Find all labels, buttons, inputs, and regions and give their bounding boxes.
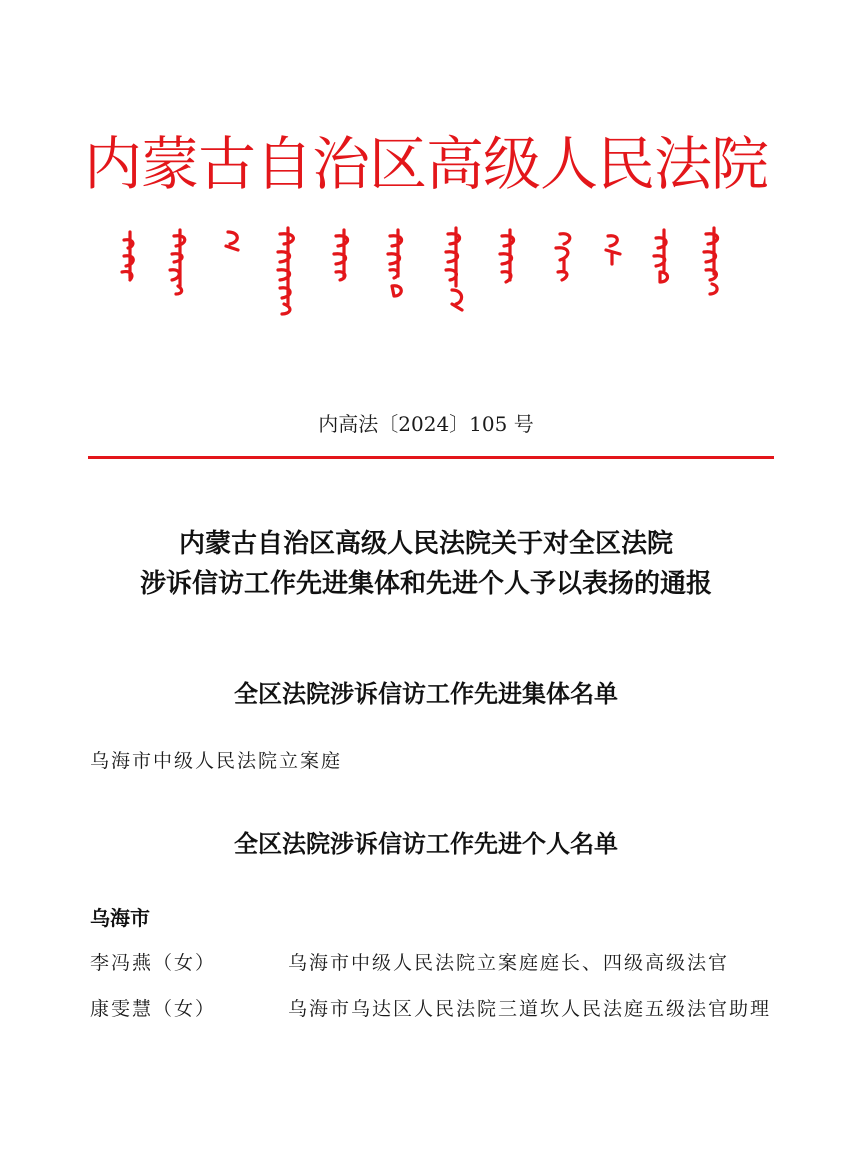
collective-list-title: 全区法院涉诉信访工作先进集体名单 bbox=[234, 680, 618, 708]
document-heading bbox=[0, 524, 852, 604]
person-name: 李冯燕（女） bbox=[90, 952, 217, 974]
document-heading-line-2: 涉诉信访工作先进集体和先进个人予以表扬的通报 bbox=[139, 569, 712, 599]
individual-list-title: 全区法院涉诉信访工作先进个人名单 bbox=[234, 830, 618, 858]
person-title: 乌海市中级人民法院立案庭庭长、四级高级法官 bbox=[288, 952, 730, 974]
region-label: 乌海市 bbox=[90, 906, 150, 930]
person-name: 康雯慧（女） bbox=[90, 998, 217, 1020]
person-title: 乌海市乌达区人民法院三道坎人民法庭五级法官助理 bbox=[288, 998, 772, 1020]
red-divider-line bbox=[88, 456, 774, 459]
document-number: 内高法〔2024〕105 号 bbox=[318, 412, 534, 436]
court-name-header: 内蒙古自治区高级人民法院 bbox=[83, 130, 768, 198]
collective-list-item: 乌海市中级人民法院立案庭 bbox=[90, 750, 343, 772]
document-heading-line-1: 内蒙古自治区高级人民法院关于对全区法院 bbox=[178, 529, 673, 559]
mongolian-court-name-script bbox=[108, 224, 748, 320]
mongolian-script-graphic bbox=[108, 224, 748, 320]
